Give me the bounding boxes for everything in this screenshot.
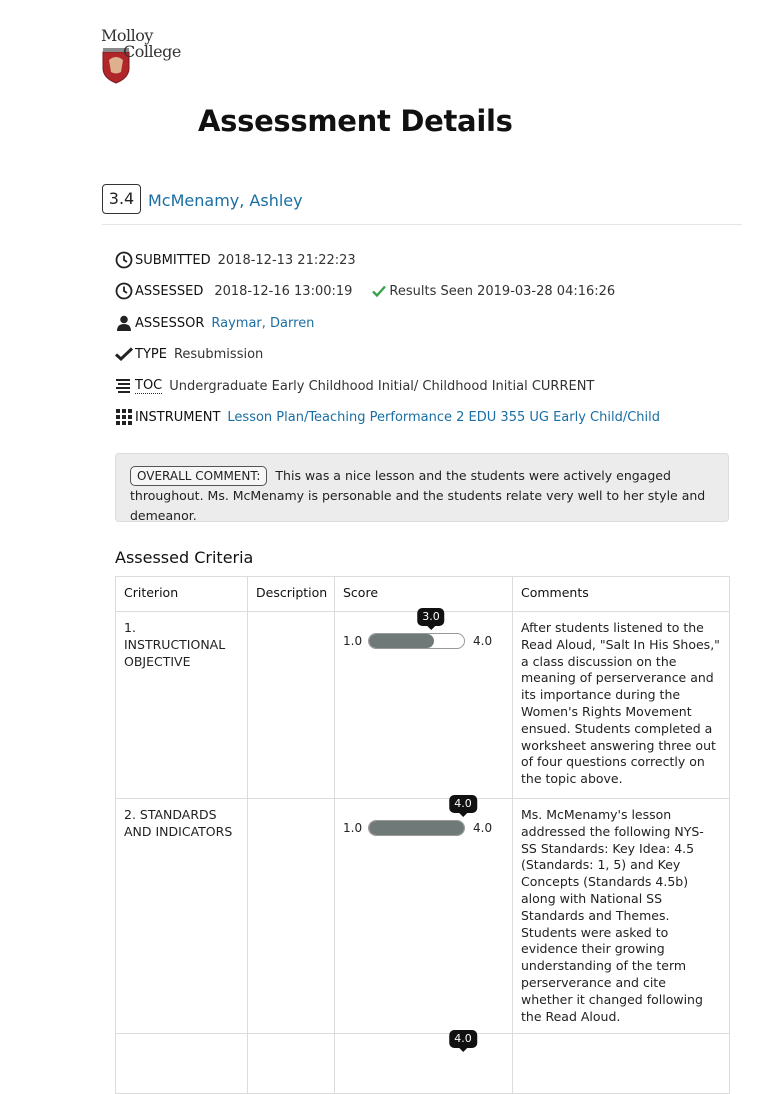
score-tooltip: 4.0 [449,795,477,813]
score-slider[interactable] [343,1032,504,1082]
comments-cell [513,1034,730,1094]
score-cell [335,1034,513,1094]
type-value: Resubmission [173,346,264,362]
toc-label: TOC [135,378,163,393]
toc-value: Undergraduate Early Childhood Initial/ Childhood Initial CURRENT [169,378,595,394]
checkmark-icon [115,345,133,363]
score-track[interactable] [368,820,465,836]
user-icon [115,314,133,332]
score-tooltip: 4.0 [449,1030,477,1048]
logo-text-line2: College [123,42,181,61]
grid-icon [115,408,133,426]
table-row [116,1034,730,1094]
score-fill [369,821,465,835]
overall-comment-box [115,453,729,522]
assessed-value: 2018-12-16 13:00:19 [214,283,353,299]
score-fill [369,634,434,648]
score-cell [335,612,513,799]
criterion-cell [116,1034,248,1094]
clock-icon [115,251,133,269]
score-slider[interactable] [343,610,504,660]
score-track[interactable] [368,633,465,649]
instrument-link[interactable]: Lesson Plan/Teaching Performance 2 EDU 355 UG Early Child/Child [227,409,661,425]
divider [102,224,742,225]
assessed-row [115,282,615,300]
type-label: TYPE [135,346,167,362]
criteria-heading: Assessed Criteria [115,548,254,567]
description-cell [248,799,335,1034]
score-tooltip: 3.0 [417,608,445,626]
checkmark-icon [372,284,386,298]
criteria-table [115,576,730,1094]
criterion-cell: 1. INSTRUCTIONAL OBJECTIVE [116,612,248,799]
comments-cell: Ms. McMenamy's lesson addressed the following NYS- SS Standards: Key Idea: 4.5 (Standards: 1, 5) and Key Concepts (Standards 4.5b) along with National SS Standards and Themes. Students were asked to evidence their growing understanding of the term perserverance and cite whether it changed following the Read Aloud. [513,799,730,1034]
table-row [116,799,730,1034]
score-min-label: 1.0 [343,634,363,648]
score-min-label: 1.0 [343,821,363,835]
criterion-cell: 2. STANDARDS AND INDICATORS [116,799,248,1034]
column-header-description: Description [248,577,335,612]
table-row [116,612,730,799]
clock-icon [115,282,133,300]
assessed-label: ASSESSED [135,283,204,299]
column-header-criterion: Criterion [116,577,248,612]
submitted-value: 2018-12-13 21:22:23 [217,252,356,268]
score-slider[interactable] [343,797,504,847]
logo-text-line1: Molloy [101,26,153,45]
type-row [115,345,263,363]
overall-comment-tag: OVERALL COMMENT: [130,466,267,486]
description-cell [248,1034,335,1094]
list-icon [115,377,133,395]
assessor-label: ASSESSOR [135,315,205,331]
page-title: Assessment Details [198,104,513,138]
student-name-link[interactable]: McMenamy, Ashley [148,191,303,210]
submitted-row [115,251,356,269]
toc-row [115,377,594,395]
results-seen-text: Results Seen 2019-03-28 04:16:26 [389,283,616,299]
table-header-row [116,577,730,612]
description-cell [248,612,335,799]
column-header-score: Score [335,577,513,612]
column-header-comments: Comments [513,577,730,612]
instrument-label: INSTRUMENT [135,409,221,425]
overall-score-badge: 3.4 [102,184,141,214]
instrument-row [115,408,660,426]
score-cell [335,799,513,1034]
assessor-link[interactable]: Raymar, Darren [211,315,315,331]
overall-comment-text: This was a nice lesson and the students were actively engaged throughout. Ms. McMenamy is personable and the students relate very well to her style and demeanor. [130,468,706,523]
submitted-label: SUBMITTED [135,252,211,268]
assessor-row [115,314,314,332]
score-max-label: 4.0 [473,821,493,835]
comments-cell: After students listened to the Read Aloud, "Salt In His Shoes," a class discussion on the meaning of perserverance and its importance during the Women's Rights Movement ensued. Students completed a worksheet answering three out of four questions correctly on the topic above. [513,612,730,799]
college-logo [101,26,191,84]
score-max-label: 4.0 [473,634,493,648]
